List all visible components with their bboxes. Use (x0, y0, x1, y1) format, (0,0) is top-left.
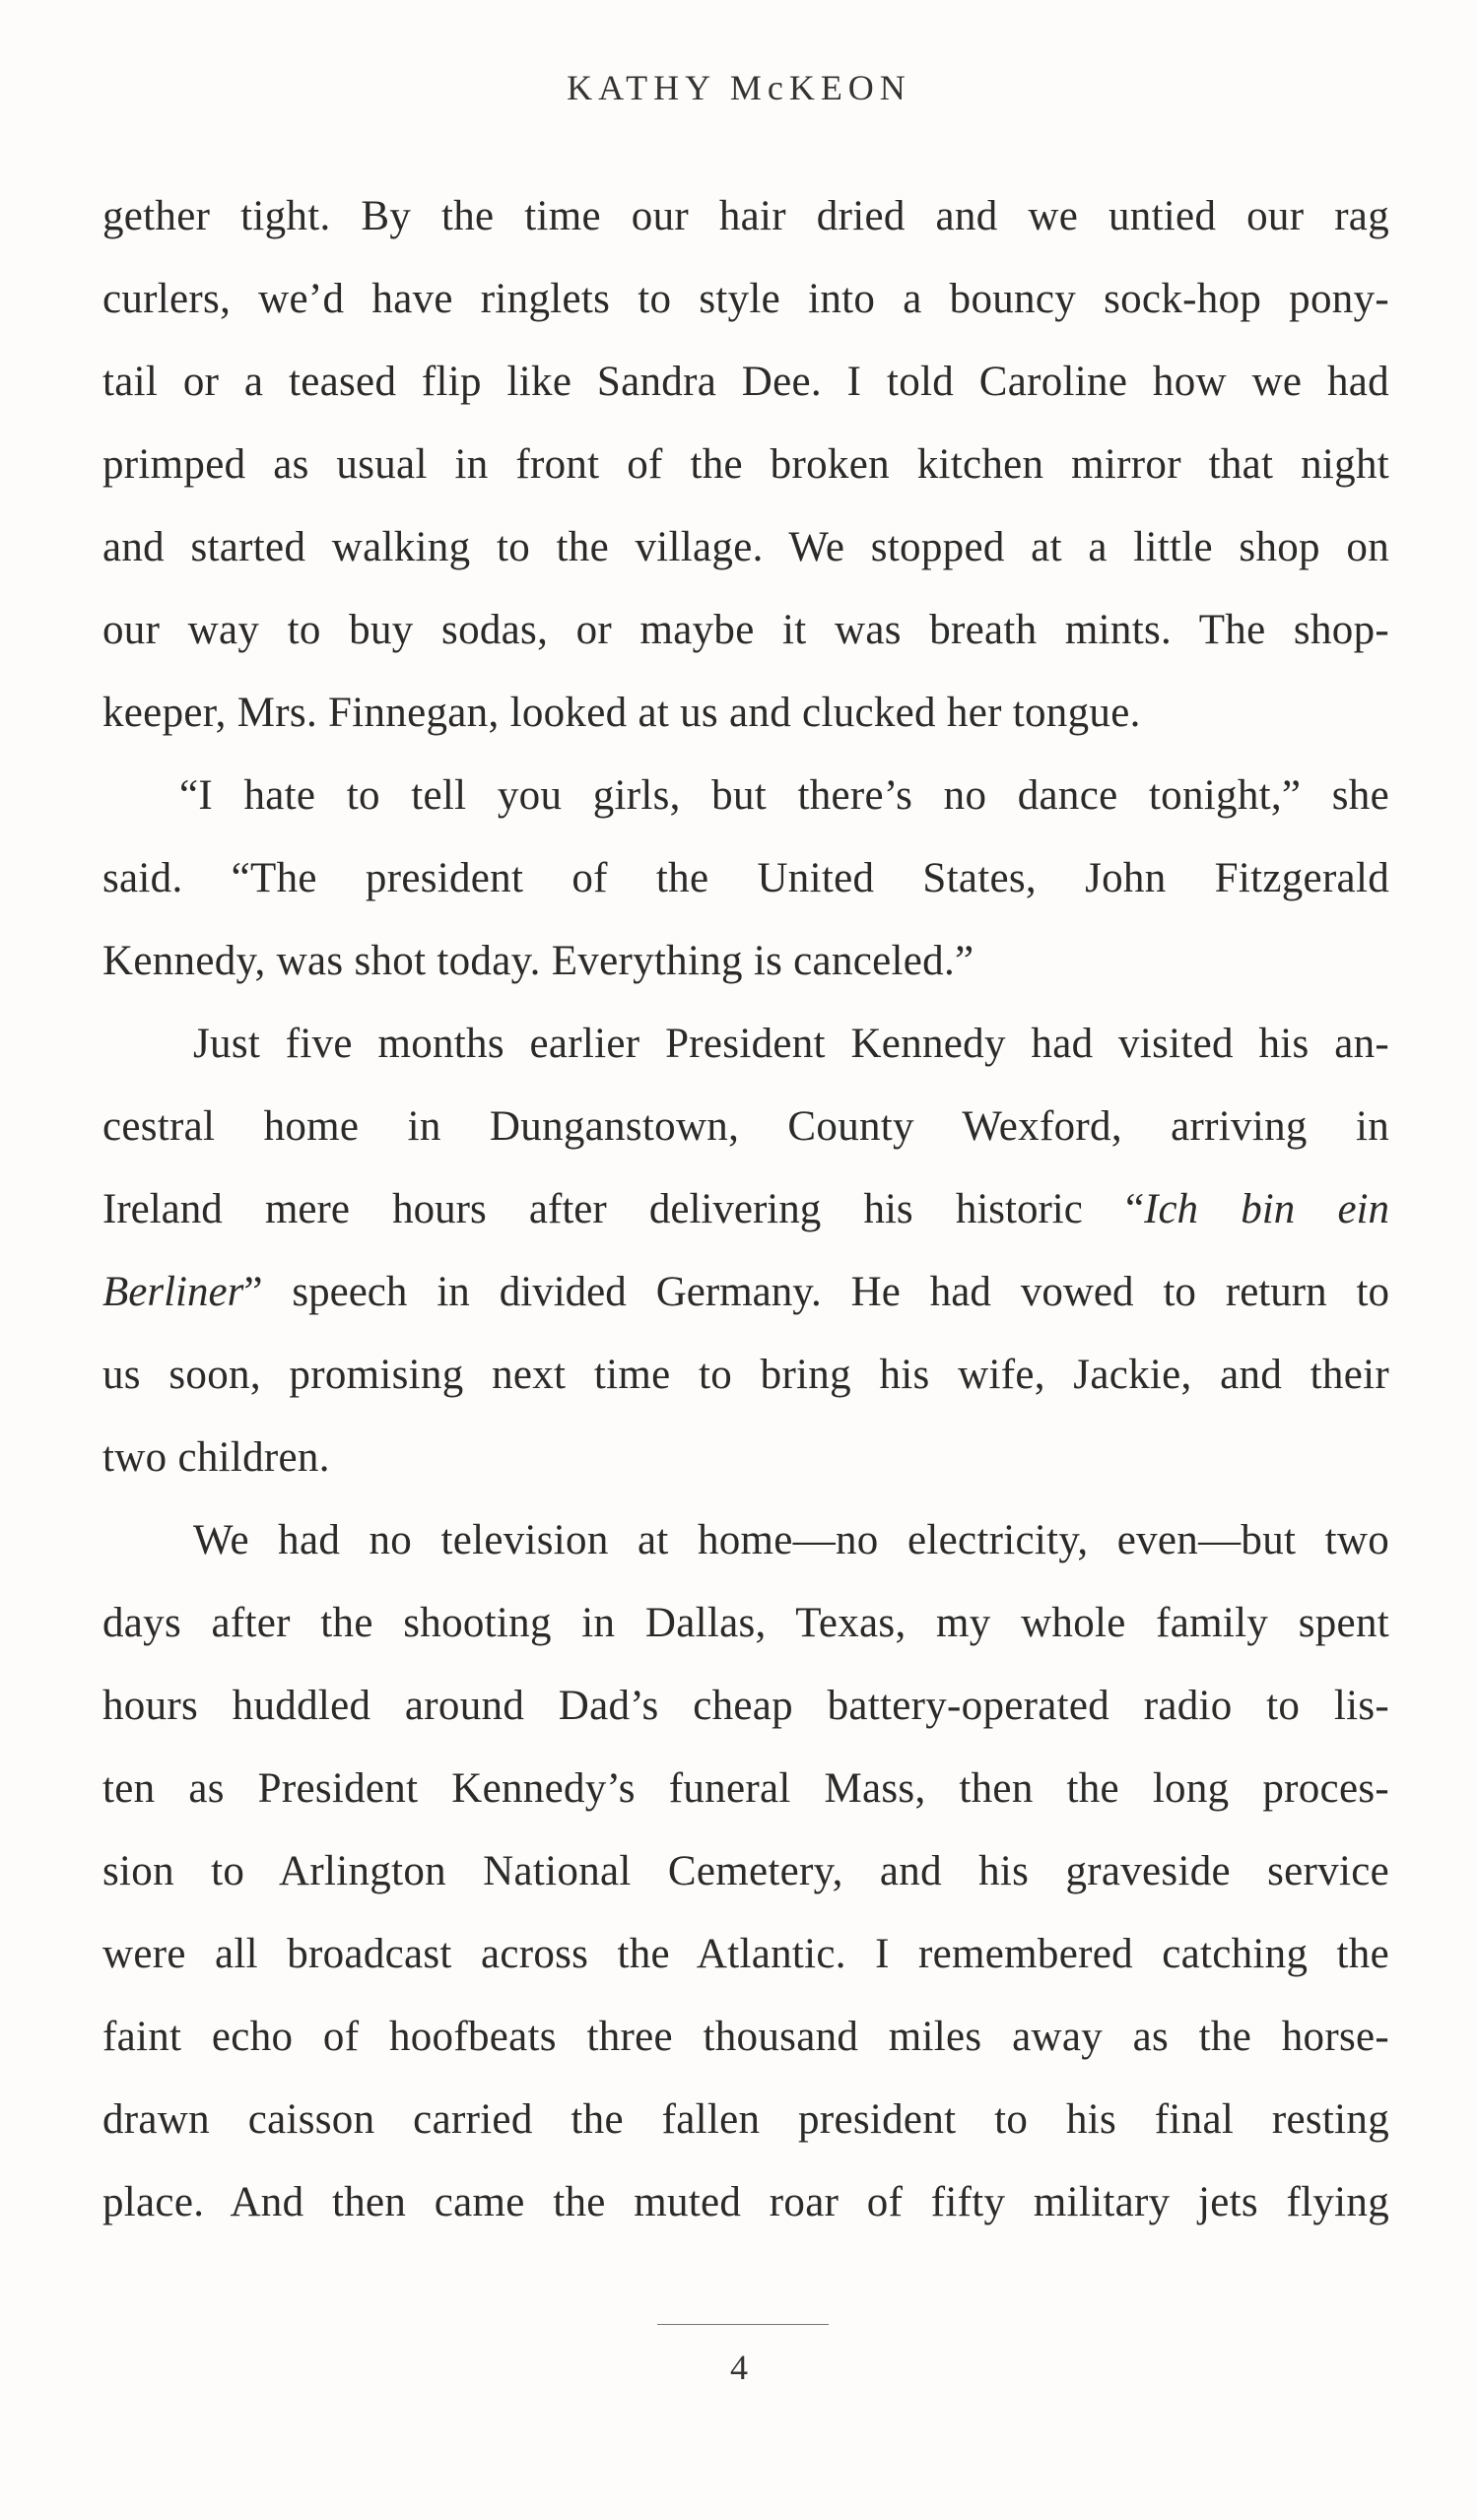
text-line: sion to Arlington National Cemetery, and his graveside service (102, 1848, 1389, 1894)
body-text (102, 175, 1389, 2244)
page-number: 4 (730, 2348, 748, 2387)
text-line: us soon, promising next time to bring his wife, Jackie, and their (102, 1352, 1389, 1398)
text-line: said. “The president of the United States, John Fitzgerald (102, 855, 1389, 901)
text-line: Ireland mere hours after delivering his historic “Ich bin ein (102, 1186, 1389, 1232)
text-line: keeper, Mrs. Finnegan, looked at us and clucked her tongue. (102, 690, 1141, 736)
text-line: and started walking to the village. We stopped at a little shop on (102, 524, 1389, 570)
footer-rule (657, 2324, 829, 2325)
text-line: drawn caisson carried the fallen president to his final resting (102, 2096, 1389, 2143)
text-segment: speech in divided Germany. He had vowed to return to (292, 1269, 1389, 1315)
text-line: hours huddled around Dad’s cheap battery-operated radio to lis- (102, 1683, 1389, 1729)
text-segment: Ireland mere hours after delivering his historic (102, 1186, 1083, 1232)
text-line: place. And then came the muted roar of fifty military jets flying (102, 2179, 1389, 2225)
text-line: Just five months earlier President Kennedy had visited his an- (193, 1021, 1389, 1067)
text-line: our way to buy sodas, or maybe it was breath mints. The shop- (102, 607, 1389, 653)
text-line: gether tight. By the time our hair dried and we untied our rag (102, 193, 1389, 239)
text-line: days after the shooting in Dallas, Texas, my whole family spent (102, 1600, 1389, 1646)
text-line: Kennedy, was shot today. Everything is canceled.” (102, 938, 974, 984)
text-line: cestral home in Dunganstown, County Wexford, arriving in (102, 1103, 1389, 1150)
text-line: curlers, we’d have ringlets to style into a bouncy sock-hop pony- (102, 276, 1389, 322)
text-line: tail or a teased flip like Sandra Dee. I told Caroline how we had (102, 359, 1389, 405)
text-line: We had no television at home—no electricity, even—but two (193, 1517, 1389, 1563)
text-line: Berliner” speech in divided Germany. He had vowed to return to (102, 1269, 1389, 1315)
text-line: “I hate to tell you girls, but there’s no dance tonight,” she (179, 772, 1389, 819)
text-line: ten as President Kennedy’s funeral Mass, then the long proces- (102, 1765, 1389, 1812)
text-line: were all broadcast across the Atlantic. I remembered catching the (102, 1931, 1389, 1977)
text-line: faint echo of hoofbeats three thousand miles away as the horse- (102, 2014, 1389, 2060)
italic-phrase: Ich bin ein (1144, 1186, 1389, 1232)
italic-phrase: Berliner (102, 1269, 244, 1315)
text-line: two children. (102, 1434, 330, 1481)
running-head: KATHY McKEON (567, 68, 911, 107)
text-line: primped as usual in front of the broken kitchen mirror that night (102, 441, 1389, 488)
